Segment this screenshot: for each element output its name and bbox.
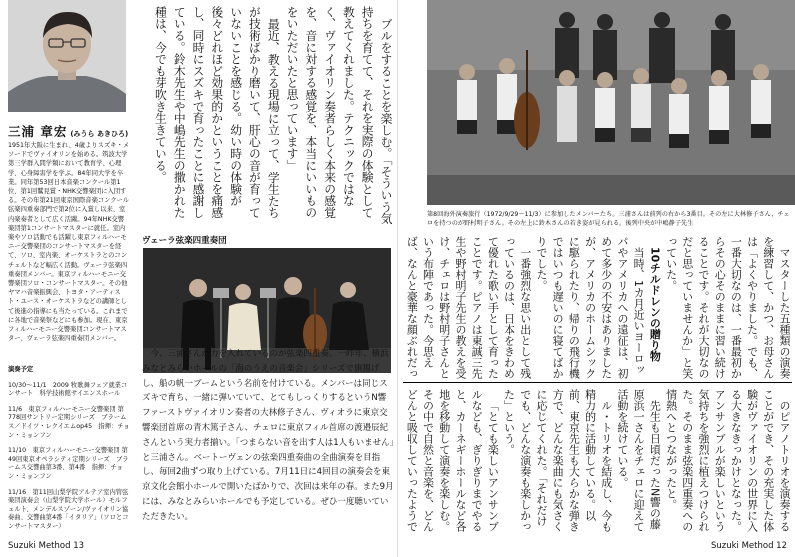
- author-portrait: [8, 0, 126, 112]
- article-paragraph: 一番強烈な思い出として残っているのは、日本をきわめて優れた歌い手として育ったことです。ピアノは東誠三先生や野村明子先生の教えを受け、チェロは野村明子さんという布陣であった。今思えば、なんと豪華な顔ぶれだっ: [405, 236, 532, 379]
- schedule-item: 11/10 東京フィルハーモニー交響楽団 第49回東京オペラシティ定期シリーズ ブラームス交響曲第3番、第4番 指揮：チョン・ミョンフン: [8, 447, 129, 480]
- page-spine: [397, 0, 398, 557]
- group-photo: [427, 0, 795, 205]
- article-paragraph: 「とても楽しいアンサンブルなども、ぎりぎりまでやると、カーネギーホールなど各地を移動して演奏を楽しむ。その中で自然と音楽を、どんどんと吸収していったようで: [405, 389, 500, 532]
- author-name-text: 三浦 章宏: [8, 124, 68, 139]
- author-name: [8, 122, 128, 140]
- quartet-caption: 今、三浦さんが力を入れているのが弦楽四重奏。一昨年、横浜みなとみらいホールの「海のうえの音楽会」シリーズで旗揚げし、船の帆一ブームという名前を付けている。メンバーは同じスズキで育ち、一緒に弾いていて、とてもしっくりするというN響ファーストヴァイオリン奏者の大林修子さん、ヴィオラに東京交響楽団首席の青木篤子さん、チェロに東京フィル首席の渡邉辰紀さんという実力者揃い。「つまらない音を出す人は1人もいません」と三浦さん。ベートーヴェンの弦楽四重奏曲の全曲演奏を目指し、毎回2曲ずつ取り上げている。7月11日に4回目の演奏会を東京文化会館小ホールで開いたばかりで、次回は来年の春。また9月には、みなとみらいホールでも予定している。ぜひ一度聴いていただきたい。: [142, 349, 394, 522]
- schedule-item: 11/16 第11回山梨学院アルテア室内管弦楽団演奏会（山梨学院大学ホール）モルフェルト、メンデルスゾーン/ヴァイオリン協奏曲、交響曲第4番「イタリア」（ソロとコンサートマスター）: [8, 488, 129, 530]
- quartet-title: ヴェーラ弦楽四重奏団: [142, 236, 227, 246]
- schedule-item: 11/6 東京フィルハーモニー交響楽団 第778回サントリー定期シリーズ ブラームス／ドイツ・レクイエムop45 指揮：チョン・ミョンフン: [8, 405, 130, 439]
- article-paragraph: ブルをすることを楽しむ。「そういう気持ちを育てて、それを実際の体験として教えてくれました。テクニックではなく、ヴァイオリン奏者らしく本来の感覚を、音に対する感覚を、本当にいいものをいただいたと思っています」: [285, 6, 393, 225]
- section-title: 10チルドレンの贈り物: [648, 247, 662, 362]
- author-bio: 1951年大阪に生まれ、4歳よりスズキ・メソードでヴァイオリンを始める。筑波大学第三学群入間学類において教育学、心理学、心身障害学を学ぶ。84年同大学を卒業。同年第53回日本音楽コンクール第1位、第1回鷲見賞・NHK交響楽団に入団する。その年第21回東京国際音楽コンクール弦楽四重奏部門で第2位に入賞し以来、室内楽奏者として広く活躍。94年NHK交響楽団第1コンサートマスターに就任。室内楽やソロ活動でも活躍し東京フィルハーモニー交響楽団のコンサートマスターを経て、ソロ、室内楽、オーケストラとのコンチェルトなど幅広く活動。ヴェーラ弦楽四重奏団メンバー。東京フィルハーモニー交響楽団ソロ・コンサートマスター。その他ヤマハ音楽振興会、トヨタ・アーティスト・ユース・オーケストラなどの講師として後進の指導にも当たっている。これまでに各地で音楽祭などにも参加。現在、東京フィルハーモニー交響楽団コンサートマスター、ヴェーラ弦楽四重奏団メンバー。: [8, 142, 130, 343]
- performance-schedule: [8, 366, 130, 532]
- article-paragraph: ル・トリオを結成し、今も精力的に活動している。以前、東京先生も大らかな弾き方で、どんな楽曲にも気さくに応じてくれた。「それだけでも、どんな演奏も楽しかった」という。: [502, 389, 613, 532]
- page-number-right: Suzuki Method 12: [710, 541, 787, 551]
- left-main-text: [133, 6, 395, 228]
- article-paragraph: マスターした五種類の演奏を練習して、かつ、お母さんは「よくやりました。でも、一番大切なのは、一番最初からその心そのままに習い続けることです。それが大切なのだと思っていませんか」と笑っていた。: [664, 236, 791, 379]
- article-paragraph: 最近、教える現場に立って、学生たちが技術ばかり磨いて、肝心の音が育っていないことを感じる。幼い時の体験が後々どれほど効果的かということを痛感し、同時にスズキで育ったことに感謝している。鈴木先生や中嶋先生の撒かれた種は、今でも芽吹き生きている。: [153, 6, 281, 219]
- column-divider: [403, 382, 792, 383]
- article-paragraph: 当時、1カ月近いヨーロッパやアメリカへの遠征は、初めて多少の不安はありましたが、アメリカのホームシックに駆られたり、帰りの飛行機ではいつも遅いのに寝てばかりでした。: [534, 236, 646, 379]
- schedule-heading: 演奏予定: [8, 366, 34, 373]
- right-top-text: [403, 236, 792, 381]
- article-paragraph: のピアノトリオを演奏することができ、その充実した体験がヴァイオリンの世界に入る大きなきっかけとなった。アンサンブルが楽しいという気持ちを強烈に植えつけられた。そのまま弦楽四重奏への情熱へとつながったと。: [664, 389, 791, 532]
- schedule-item: 10/30～11/1 2009 牧歌舞フェア就業コンサート 科学技術館サイエンスホール: [8, 381, 128, 398]
- group-photo-caption: 第8回海外演奏旅行（1972/9/29～11/3）に参加したメンバーたち。三浦さんは前列の右から3番目。その左に大林修子さん、チェロを持つのが野村明子さん。その左上に鈴木さんの若き姿が見られる。後列中央が中嶋静子先生: [427, 211, 790, 227]
- article-paragraph: 先生も日頃だったN響の藤原浜一さんをチェロに迎えて活動を続けている。: [615, 389, 662, 532]
- page-number-left: Suzuki Method 13: [8, 541, 85, 551]
- right-bottom-text: [403, 389, 792, 534]
- author-name-reading: (みうら あきひろ): [70, 130, 129, 138]
